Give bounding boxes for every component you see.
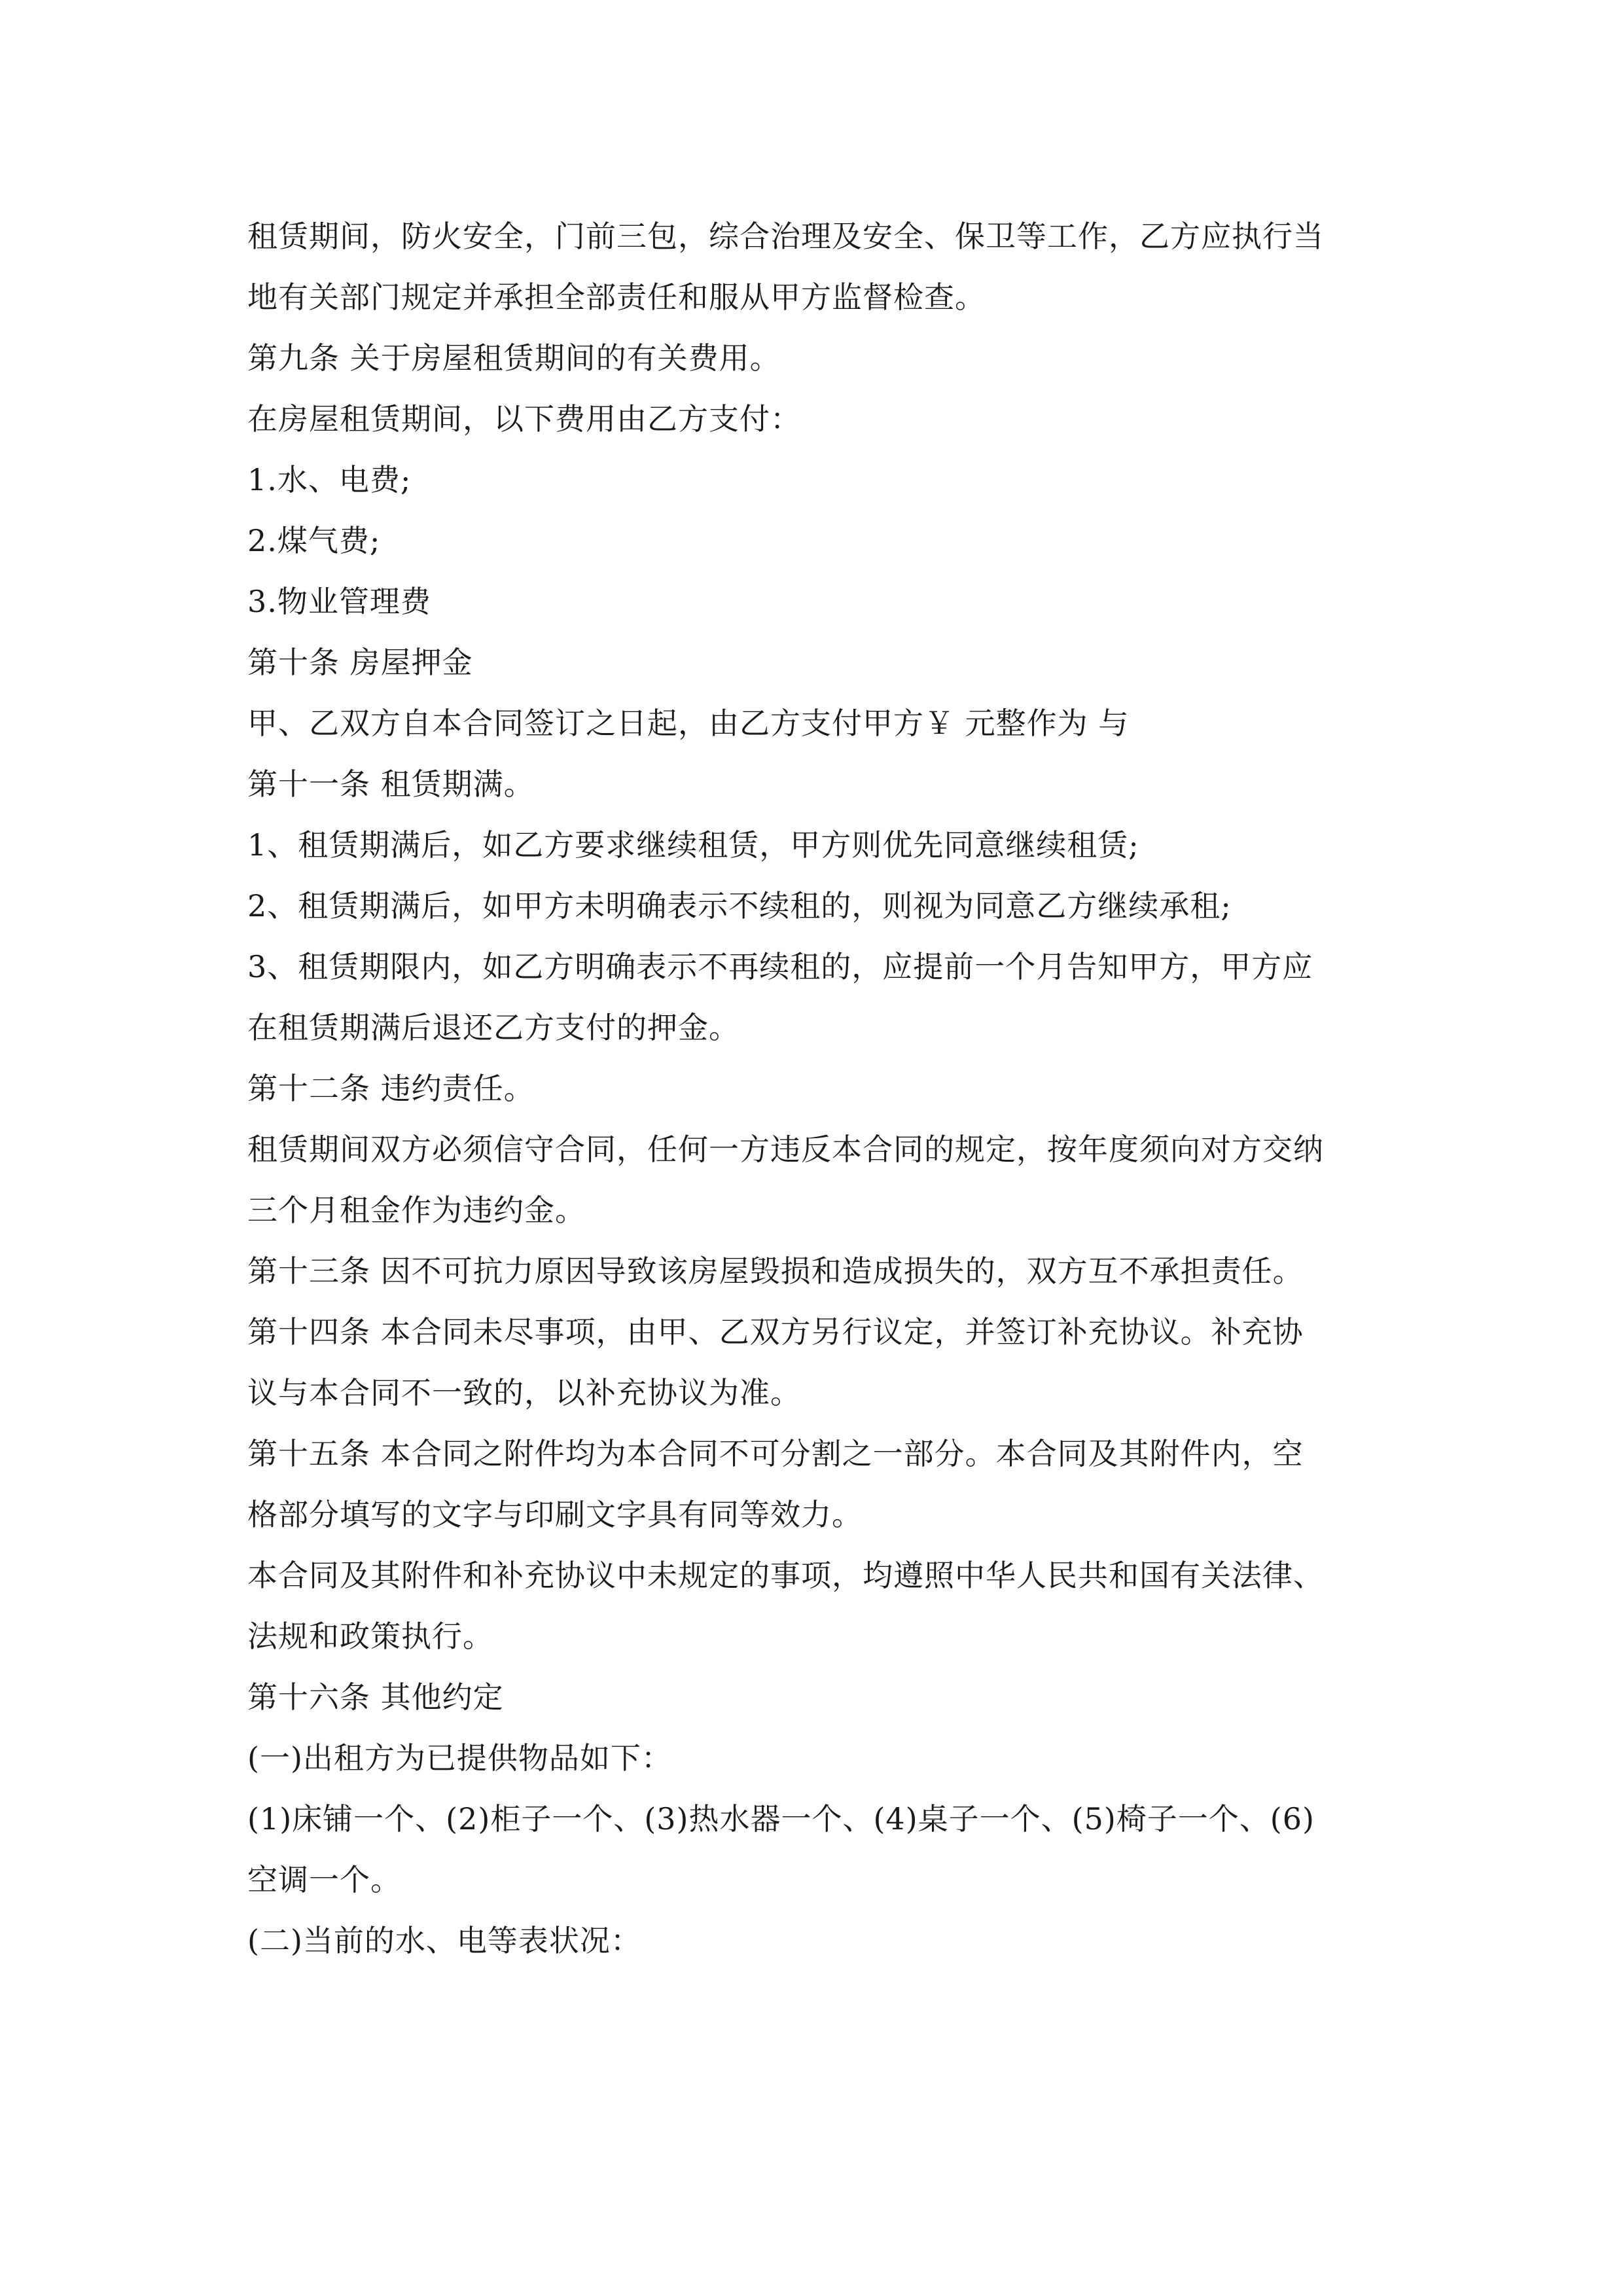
article-heading: 第十三条 因不可抗力原因导致该房屋毁损和造成损失的，双方互不承担责任。 xyxy=(247,1253,1304,1289)
list-item: 1.水、电费; xyxy=(247,462,412,497)
text-line: 议与本合同不一致的，以补充协议为准。 xyxy=(247,1375,801,1410)
text-line: 法规和政策执行。 xyxy=(247,1619,493,1654)
text-line: 租赁期间，防火安全，门前三包，综合治理及安全、保卫等工作，乙方应执行当 xyxy=(247,219,1324,254)
article-heading: 第十四条 本合同未尽事项，由甲、乙双方另行议定，并签订补充协议。补充协 xyxy=(247,1314,1304,1350)
article-heading: 第十五条 本合同之附件均为本合同不可分割之一部分。本合同及其附件内，空 xyxy=(247,1436,1304,1471)
text-line: 格部分填写的文字与印刷文字具有同等效力。 xyxy=(247,1497,863,1532)
text-line: 在租赁期满后退还乙方支付的押金。 xyxy=(247,1010,740,1045)
article-heading: 第十二条 违约责任。 xyxy=(247,1071,535,1106)
list-item: 2、租赁期满后，如甲方未明确表示不续租的，则视为同意乙方继续承租; xyxy=(247,888,1232,924)
list-item: 3.物业管理费 xyxy=(247,584,431,619)
list-item: 1、租赁期满后，如乙方要求继续租赁，甲方则优先同意继续租赁; xyxy=(247,827,1139,863)
text-line: 甲、乙双方自本合同签订之日起，由乙方支付甲方￥ 元整作为 与 xyxy=(247,706,1130,741)
list-item: (1)床铺一个、(2)柜子一个、(3)热水器一个、(4)桌子一个、(5)椅子一个、(6) xyxy=(247,1801,1315,1837)
list-item: 3、租赁期限内，如乙方明确表示不再续租的，应提前一个月告知甲方，甲方应 xyxy=(247,949,1313,984)
list-item: 2.煤气费; xyxy=(247,523,381,558)
document-body xyxy=(247,206,1399,1971)
text-line: 本合同及其附件和补充协议中未规定的事项，均遵照中华人民共和国有关法律、 xyxy=(247,1558,1324,1593)
article-heading: 第十一条 租赁期满。 xyxy=(247,766,535,802)
list-item: (一)出租方为已提供物品如下： xyxy=(247,1740,672,1776)
text-line: 三个月租金作为违约金。 xyxy=(247,1193,586,1228)
text-line: 在房屋租赁期间，以下费用由乙方支付： xyxy=(247,401,801,437)
text-line: 地有关部门规定并承担全部责任和服从甲方监督检查。 xyxy=(247,279,986,315)
article-heading: 第十条 房屋押金 xyxy=(247,645,473,680)
article-heading: 第九条 关于房屋租赁期间的有关费用。 xyxy=(247,340,781,376)
text-line: 租赁期间双方必须信守合同，任何一方违反本合同的规定，按年度须向对方交纳 xyxy=(247,1132,1324,1167)
text-line: 空调一个。 xyxy=(247,1862,401,1897)
article-heading: 第十六条 其他约定 xyxy=(247,1679,504,1715)
list-item: (二)当前的水、电等表状况： xyxy=(247,1923,641,1958)
